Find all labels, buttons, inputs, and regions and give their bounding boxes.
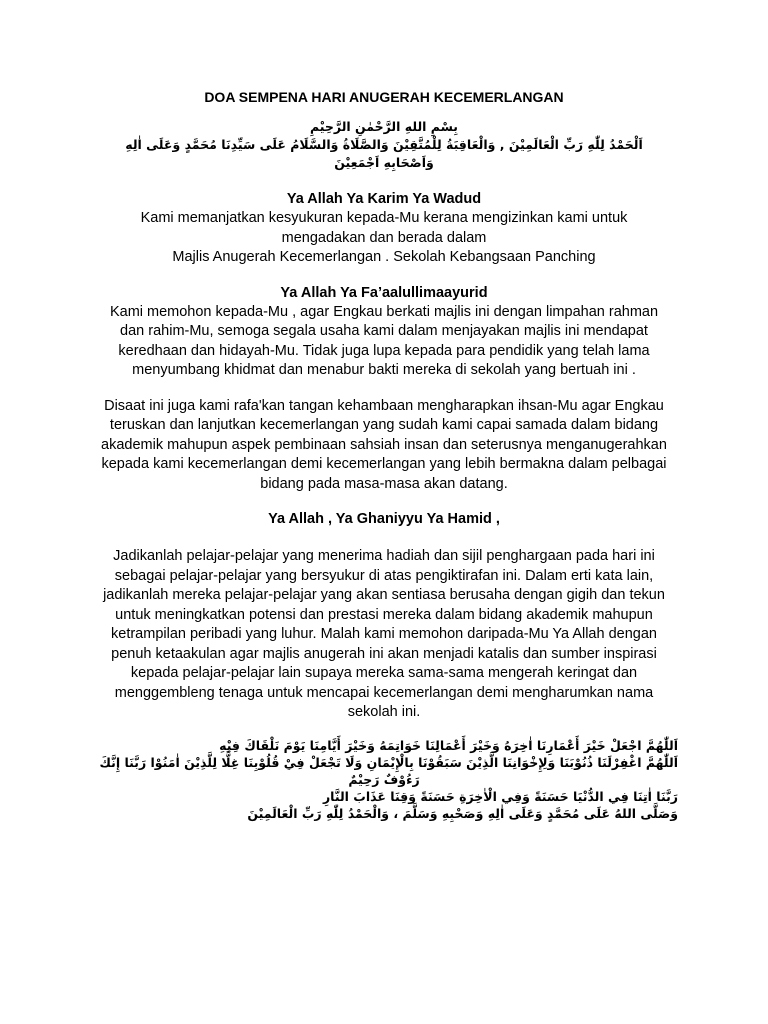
section-faaalullimaayurid — [90, 284, 678, 381]
paragraph-line: penuh ketaakulan agar majlis anugerah ini akan menjadi katalis dan sumber inspirasi — [111, 645, 657, 662]
paragraph-line: jadikanlah mereka pelajar-pelajar yang akan sentiasa berusaha dengan gigih dan tekun — [103, 587, 665, 603]
paragraph-line: Disaat ini juga kami rafa'kan tangan kehambaan mengharapkan ihsan-Mu agar Engkau — [104, 397, 664, 414]
closing-prayer-line: رَءُوْفٌ رَحِيْمٌ — [348, 771, 420, 787]
opening-arabic-prayer — [90, 118, 678, 172]
paragraph-line: untuk meningkatkan potensi dan prestasi mereka dalam bidang akademik mahupun — [115, 606, 653, 623]
paragraph-line: dan rahim-Mu, semoga segala usaha kami dalam menjayakan majlis ini mendapat — [120, 323, 648, 339]
paragraph-line: mengadakan dan berada dalam — [281, 229, 487, 246]
paragraph-line: teruskan dan lanjutkan kecemerlangan yang sudah kami capai samada dalam bidang — [109, 417, 659, 433]
section-ghaniyyu-hamid — [90, 510, 678, 723]
paragraph-line: Kami memohon kepada-Mu , agar Engkau berkati majlis ini dengan limpahan rahman — [109, 303, 659, 320]
paragraph-line: Majlis Anugerah Kecemerlangan . Sekolah Kebangsaan Panching — [172, 249, 596, 265]
opening-praise-line-end: وَاَصْحَابِهِ اَجْمَعِيْنَ — [334, 155, 434, 170]
paragraph-line: sebagai pelajar-pelajar yang bersyukur di atas pengiktirafan ini. Dalam erti kata lain, — [114, 567, 654, 584]
paragraph-line: Jadikanlah pelajar-pelajar yang menerima hadiah dan sijil penghargaan pada hari ini — [113, 548, 655, 564]
basmalah-line: بِسْمِ اللهِ الرَّحْمٰنِ الرَّحِيْمِ — [310, 119, 458, 134]
paragraph-line: sekolah ini. — [347, 704, 421, 720]
section-rafakan-tangan — [90, 397, 678, 495]
paragraph-line: akademik mahupun aspek pembinaan sahsiah insan dan seterusnya menganugerahkan — [101, 436, 667, 453]
paragraph-line: menyumbang khidmat dan menabur bakti mereka di sekolah yang bertuah ini . — [132, 362, 636, 378]
paragraph-line: keredhaan dan hidayah-Mu. Tidak juga lupa kepada para pendidik yang telah lama — [118, 342, 650, 359]
paragraph-line: menggembleng tenaga untuk mencapai kecemerlangan demi mengharumkan nama — [114, 684, 654, 701]
opening-praise-line: اَلْحَمْدُ لِلّٰهِ رَبِّ الْعَالَمِيْنَ , وَالْعَاقِبَةُ لِلْمُتَّقِيْنَ وَالصَّلَاةُ وَالسَّلَامُ عَلَى سَيِّدِنَا مُحَمَّدٍ وَعَلَى اٰلِهِ — [125, 137, 643, 152]
section-heading: Ya Allah Ya Karim Ya Wadud — [286, 191, 482, 207]
closing-arabic-prayer — [90, 737, 678, 822]
paragraph-line: kepada pelajar-pelajar lain supaya mereka sama-sama mengerah keringat dan — [130, 665, 638, 681]
paragraph-line: ketrampilan peribadi yang luhur. Malah kami memohon daripada-Mu Ya Allah dengan — [111, 626, 657, 642]
paragraph-line: Kami memanjatkan kesyukuran kepada-Mu kerana mengizinkan kami untuk — [140, 210, 628, 226]
closing-prayer-line: اَللّٰهُمَّ اجْعَلْ خَيْرَ أَعْمَارِنَا اٰخِرَهُ وَخَيْرَ أَعْمَالِنَا خَوَاتِمَهُ وَخَيْرَ أَيَّامِنَا يَوْمَ نَلْقَاكَ فِيْهِ — [219, 737, 678, 753]
section-heading: Ya Allah Ya Fa’aalullimaayurid — [280, 284, 488, 301]
section-karim-wadud — [90, 190, 678, 268]
closing-prayer-line: رَبَّنَا اٰتِنَا فِي الدُّنْيَا حَسَنَةً وَفِي الْاٰخِرَةِ حَسَنَةً وَقِنَا عَذَابَ النَّارِ — [322, 788, 678, 804]
document-title: DOA SEMPENA HARI ANUGERAH KECEMERLANGAN — [204, 89, 564, 105]
closing-prayer-line: وَصَلَّى اللهُ عَلَى مُحَمَّدٍ وَعَلَى اٰلِهِ وَصَحْبِهِ وَسَلَّمَ ، وَالْحَمْدُ لِلّٰهِ رَبِّ الْعَالَمِيْنَ — [247, 805, 678, 821]
paragraph-line: kepada kami kecemerlangan demi kecemerlangan yang lebih bermakna dalam pelbagai — [101, 456, 667, 472]
closing-prayer-line: اَللّٰهُمَّ اغْفِرْلَنَا ذُنُوْبَنَا وَلِإِخْوَانِنَا الَّذِيْنَ سَبَقُوْنَا بِالْإِيْمَانِ وَلَا تَجْعَلْ فِيْ قُلُوْبِنَا غِلًّا لِلَّذِيْنَ اٰمَنُوْا رَبَّنَا إِنَّكَ — [99, 754, 678, 770]
paragraph-line: bidang pada masa-masa akan datang. — [260, 475, 508, 492]
section-heading: Ya Allah , Ya Ghaniyyu Ya Hamid , — [268, 511, 500, 527]
